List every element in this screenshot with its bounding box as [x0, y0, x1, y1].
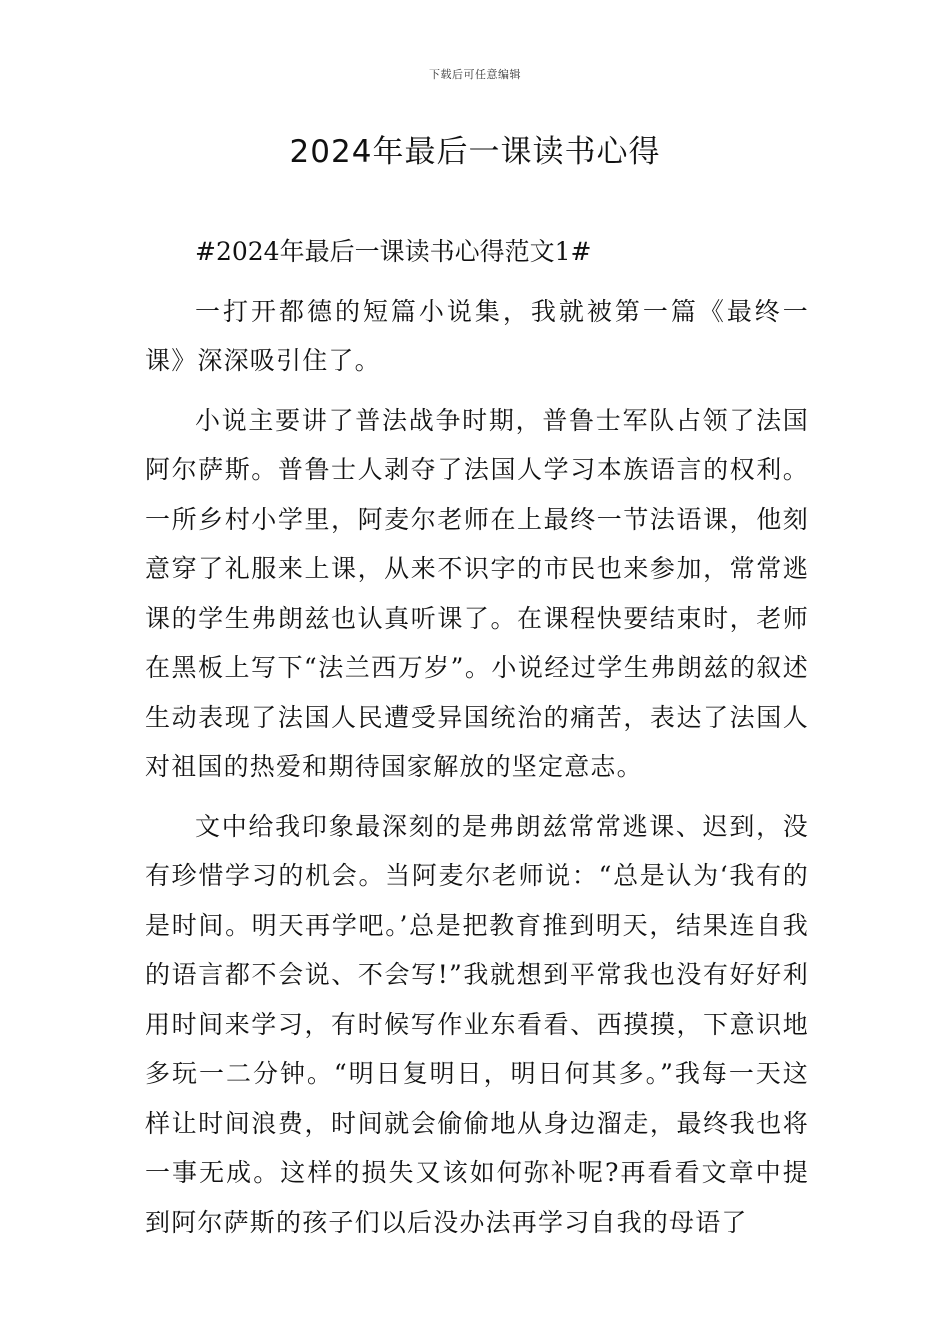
essay-subheading: #2024年最后一课读书心得范文1# — [195, 237, 592, 266]
paragraph-1: 一打开都德的短篇小说集，我就被第一篇《最终一课》深深吸引住了。 — [145, 296, 809, 375]
paragraph-3: 文中给我印象最深刻的是弗朗兹常常逃课、迟到，没有珍惜学习的机会。当阿麦尔老师说：“总是认为‘我有的是时间。明天再学吧。’总是把教育推到明天，结果连自我的语言都不会说、不会写!”我就想到平常我也没有好好利用时间来学习，有时候写作业东看看、西摸摸，下意识地多玩一二分钟。“明日复明日，明日何其多。”我每一天这样让时间浪费，时间就会偷偷地从身边溜走，最终我也将一事无成。这样的损失又该如何弥补呢?再看看文章中提到阿尔萨斯的孩子们以后没办法再学习自我的母语了 — [145, 811, 809, 1237]
document-body — [145, 227, 809, 1247]
header-note: 下载后可任意编辑 — [429, 68, 521, 81]
document-title: 2024年最后一课读书心得 — [289, 134, 661, 170]
paragraph-2: 小说主要讲了普法战争时期，普鲁士军队占领了法国阿尔萨斯。普鲁士人剥夺了法国人学习本族语言的权利。一所乡村小学里，阿麦尔老师在上最终一节法语课，他刻意穿了礼服来上课，从来不识字的市民也来参加，常常逃课的学生弗朗兹也认真听课了。在课程快要结束时，老师在黑板上写下“法兰西万岁”。小说经过学生弗朗兹的叙述生动表现了法国人民遭受异国统治的痛苦，表达了法国人对祖国的热爱和期待国家解放的坚定意志。 — [145, 405, 809, 781]
